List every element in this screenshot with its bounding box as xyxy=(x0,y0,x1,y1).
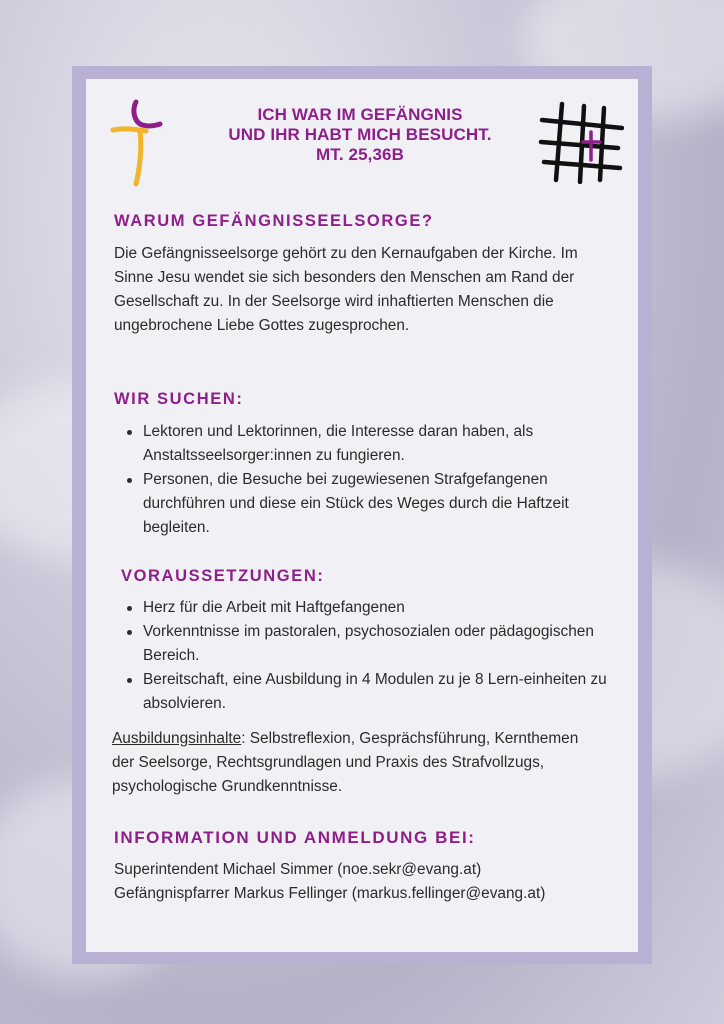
contact-line-prison-pastor: Gefängnispfarrer Markus Fellinger (markus.fellinger@evang.at) xyxy=(114,885,546,902)
section-title-contact: INFORMATION UND ANMELDUNG BEI: xyxy=(114,828,476,847)
list-item: Vorkenntnisse im pastoralen, psychosozialen oder pädagogischen Bereich. xyxy=(143,620,623,668)
headline-line-1: ICH WAR IM GEFÄNGNIS xyxy=(257,105,463,124)
headline-bible-reference: MT. 25,36B xyxy=(316,145,404,164)
training-paragraph xyxy=(112,727,587,799)
section-title-requirements: VORAUSSETZUNGEN: xyxy=(121,567,325,585)
requirements-list xyxy=(121,596,623,716)
list-item: Herz für die Arbeit mit Haftgefangenen xyxy=(143,596,623,620)
seeking-list xyxy=(121,420,633,540)
prison-bars-cross-icon xyxy=(538,100,624,184)
contact-line-superintendent: Superintendent Michael Simmer (noe.sekr@evang.at) xyxy=(114,861,482,878)
section-why-text: Die Gefängnisseelsorge gehört zu den Kernaufgaben der Kirche. Im Sinne Jesu wendet sie sich besonders den Menschen am Rand der Gesellschaft zu. In der Seelsorge wird inhaftierten Menschen die ungebrochene Liebe Gottes zugesprochen. xyxy=(114,245,578,334)
training-label: Ausbildungsinhalte xyxy=(112,730,242,747)
list-item: Lektoren und Lektorinnen, die Interesse daran haben, als Anstaltsseelsorger:innen zu fungieren. xyxy=(143,420,633,468)
headline-line-2: UND IHR HABT MICH BESUCHT. xyxy=(228,125,492,144)
headline xyxy=(175,105,545,165)
section-title-why: WARUM GEFÄNGNISSEELSORGE? xyxy=(114,212,434,230)
list-item: Bereitschaft, eine Ausbildung in 4 Modulen zu je 8 Lern-einheiten zu absolvieren. xyxy=(143,668,623,716)
evangelical-cross-logo-icon xyxy=(110,98,164,188)
contact-block xyxy=(114,858,644,906)
training-text: : Selbstreflexion, Gesprächsführung, Kernthemen der Seelsorge, Rechtsgrundlagen und Praxis des Strafvollzugs, psychologische Grundkenntnisse. xyxy=(112,730,579,795)
list-item: Personen, die Besuche bei zugewiesenen Strafgefangenen durchführen und diese ein Stück des Weges durch die Haftzeit begleiten. xyxy=(143,468,633,540)
section-title-seeking: WIR SUCHEN: xyxy=(114,390,244,408)
